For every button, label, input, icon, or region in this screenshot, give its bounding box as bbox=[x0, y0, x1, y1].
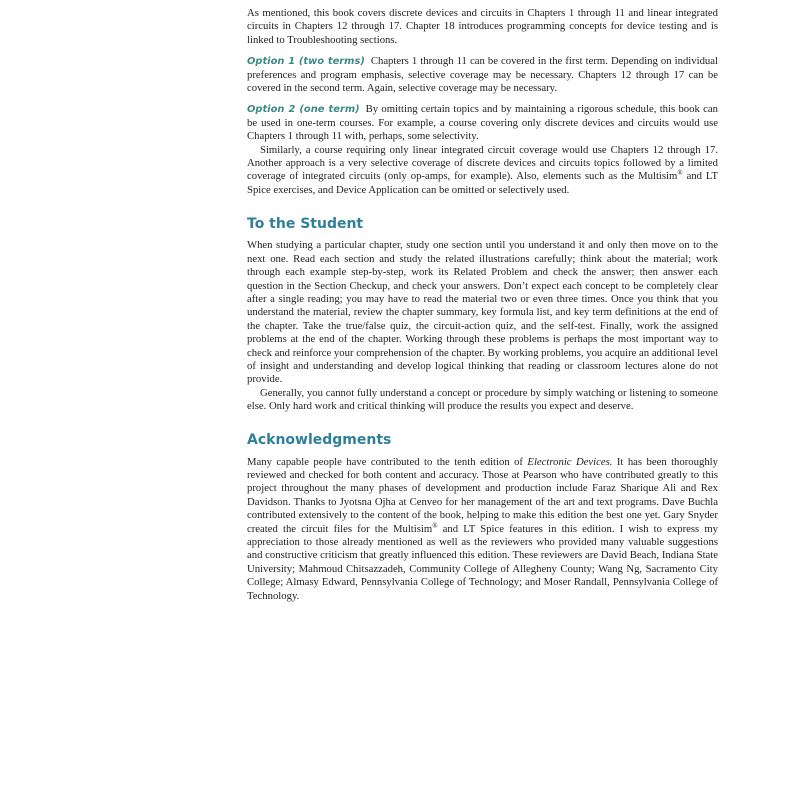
registered-mark: ® bbox=[677, 169, 683, 178]
book-title: Electronic Devices. bbox=[527, 455, 613, 468]
option-2-paragraph bbox=[247, 103, 718, 143]
student-paragraph-2: Generally, you cannot fully understand a concept or procedure by simply watching or listening to someone else. Only hard work and critical thinking will produce the results you expect and deserve. bbox=[247, 386, 718, 413]
ack-text-b: It has been thoroughly reviewed and checked for both content and accuracy. Those at Pearson who have contributed greatly to this project throughout the many phases of development and production include Faraz Sharique Ali and Rex Davidson. Thanks to Jyotsna Ojha at Cenveo for her management of the art and text programs. Dave Buchla contributed extensively to the content of the book, helping to make this edition the best one yet. Gary Snyder created the circuit files for the Multisim bbox=[247, 455, 718, 535]
ack-text-a: Many capable people have contributed to the tenth edition of bbox=[247, 455, 528, 468]
option-2-para2-after: and LT Spice exercises, and Device Application can be omitted or selectively used. bbox=[247, 170, 718, 196]
option-2-label: Option 2 (one term) bbox=[247, 104, 360, 116]
option-2-second-paragraph bbox=[247, 144, 718, 198]
option-1-label: Option 1 (two terms) bbox=[247, 56, 365, 68]
registered-mark: ® bbox=[432, 521, 438, 530]
student-paragraph-1: When studying a particular chapter, study one section until you understand it and only then move on to the next one. Read each section and study the related illustrations carefully; think about the material; work through each example step-by-step, work its Related Problem and check the answer; then answer each question in the Section Checkup, and check your answers. Don’t expect each concept to be completely clear after a single reading; you may have to read the material two or even three times. Once you think that you understand the material, review the chapter summary, key formula list, and key term definitions at the end of the chapter. Take the true/false quiz, the circuit-action quiz, and the self-test. Finally, work the assigned problems at the end of the chapter. Working through these problems is perhaps the most important way to check and reinforce your comprehension of the chapter. By working problems, you acquire an additional level of insight and understanding and develop logical thinking that reading or classroom lectures alone do not provide. bbox=[247, 239, 718, 386]
text-column bbox=[247, 7, 718, 603]
student-heading: To the Student bbox=[247, 216, 364, 233]
acknowledgments-heading: Acknowledgments bbox=[247, 431, 392, 448]
ack-text-c: and LT Spice features in this edition. I wish to express my appreciation to those already mentioned as well as the reviewers who provided many valuable suggestions and constructive criticism that greatly influenced this edition. These reviewers are David Beach, Indiana State University; Mahmoud Chitsazzadeh, Community College of Allegheny County; Wang Ng, Sacramento City College; Almasy Edward, Pennsylvania College of Technology; and Moser Randall, Pennsylvania College of Technology. bbox=[247, 522, 718, 602]
option-2-para2-before: Similarly, a course requiring only linear integrated circuit coverage would use Chapters 12 through 17. Another approach is a very selective coverage of discrete devices and circuits topics followed by a limited coverage of integrated circuits (only op-amps, for example). Also, elements such as the Multisim bbox=[247, 143, 718, 183]
acknowledgments-paragraph bbox=[247, 456, 718, 603]
option-1-paragraph bbox=[247, 55, 718, 95]
intro-paragraph: As mentioned, this book covers discrete devices and circuits in Chapters 1 through 11 and linear integrated circuits in Chapters 12 through 17. Chapter 18 introduces programming concepts for device testing and is linked to Troubleshooting sections. bbox=[247, 7, 718, 46]
option-2-text: By omitting certain topics and by maintaining a rigorous schedule, this book can be used in one-term courses. For example, a course covering only discrete devices and circuits would use Chapters 1 through 11 with, perhaps, some selectivity. bbox=[247, 103, 718, 143]
option-1-text: Chapters 1 through 11 can be covered in the first term. Depending on individual preferences and program emphasis, selective coverage may be necessary. Chapters 12 through 17 can be covered in the second term. Again, selective coverage may be necessary. bbox=[247, 55, 718, 95]
